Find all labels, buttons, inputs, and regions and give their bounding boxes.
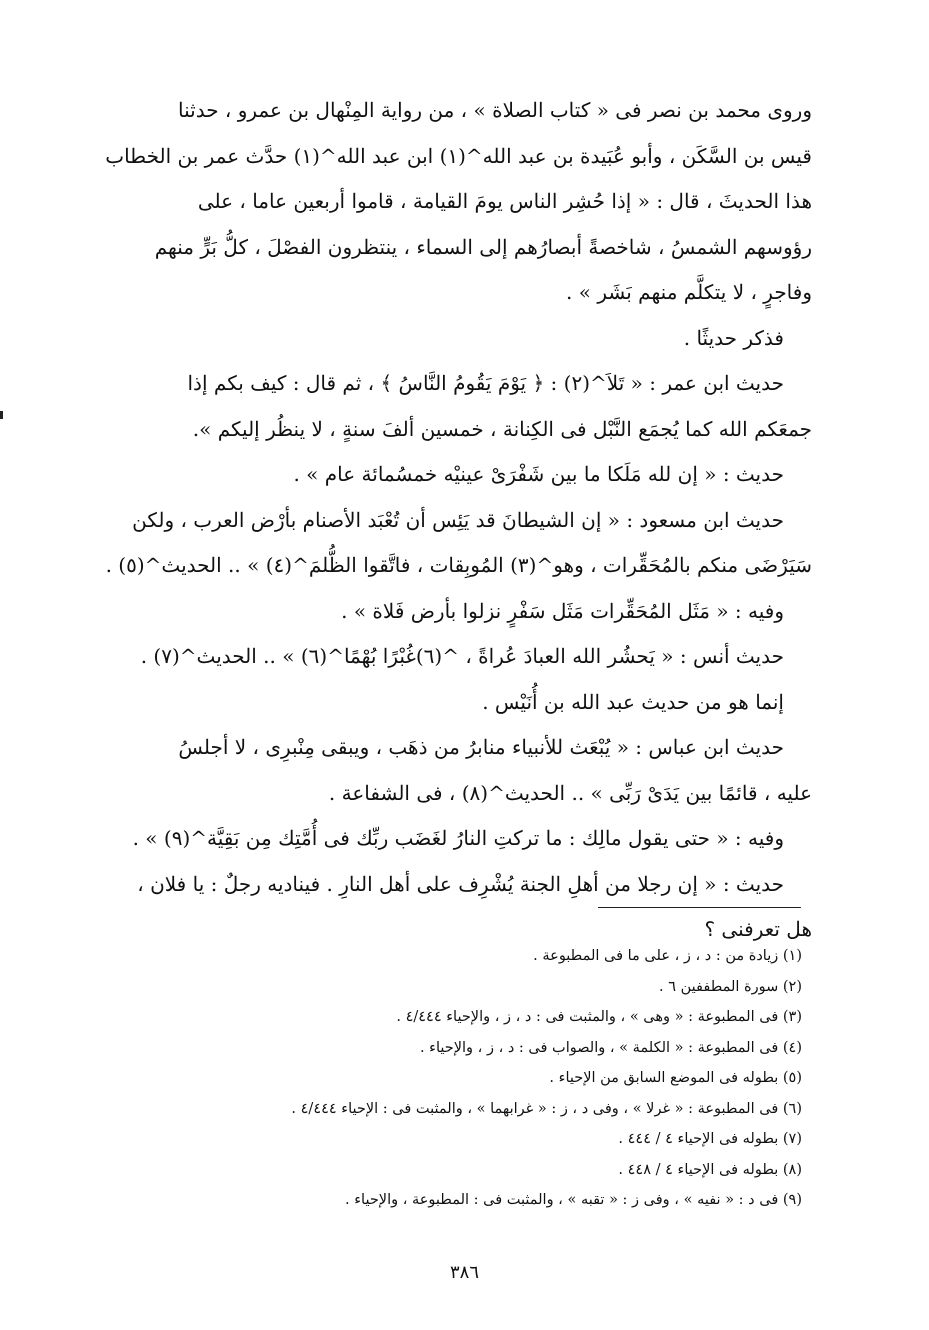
footnote-4: (٤) فى المطبوعة : « الكلمة » ، والصواب فى : د ، ز ، والإحياء . <box>419 1039 802 1056</box>
text-line-4: رؤوسهم الشمسُ ، شاخصةً أبصارُهم إلى السماء ، ينتظرون الفصْلَ ، كلُّ بَرٍّ منهم <box>154 234 812 259</box>
footnotes <box>82 941 802 1216</box>
footnote-7: (٧) بطوله فى الإحياء ٤ / ٤٤٤ . <box>618 1131 802 1147</box>
text-line-16: عليه ، قائمًا بين يَدَىْ رَبِّى » .. الحديث^(٨) ، فى الشفاعة . <box>328 780 812 805</box>
text-line-5: وفاجرٍ ، لا يتكلَّم منهم بَشَر » . <box>566 280 812 304</box>
footnote-8: (٨) بطوله فى الإحياء ٤ / ٤٤٨ . <box>618 1161 802 1178</box>
text-line-8: جمعَكم الله كما يُجمَع النَّبْل فى الكِنانة ، خمسين ألفَ سنةٍ ، لا ينظُر إليكم ». <box>192 416 812 441</box>
footnote-separator <box>598 907 801 908</box>
text-line-17: وفيه : « حتى يقول مالِك : ما تركتِ النارُ لغَضَب ربِّك فى أُمَّتِك مِن بَقِيَّة^(٩) » . <box>132 826 784 850</box>
text-line-6: فذكر حديثًا . <box>683 325 784 350</box>
footnote-3: (٣) فى المطبوعة : « وهى » ، والمثبت فى : د ، ز ، والإحياء ٤/٤٤٤ . <box>396 1009 802 1025</box>
footnote-6: (٦) فى المطبوعة : « غرلا » ، وفى د ، ز : « غرابهما » ، والمثبت فى : الإحياء ٤/٤٤٤ . <box>291 1100 802 1117</box>
footnote-5: (٥) بطوله فى الموضع السابق من الإحياء . <box>549 1070 802 1086</box>
text-line-11: سَيَرْضَى منكم بالمُحَقِّرات ، وهو^(٣) المُوبِقات ، فاتَّقوا الظُّلمَ^(٤) » .. الحديث^(٥) . <box>105 553 812 577</box>
footnote-1: (١) زيادة من : د ، ز ، على ما فى المطبوعة . <box>533 948 802 964</box>
text-line-14: إنما هو من حديث عبد الله بن أُنَيْس . <box>482 689 784 714</box>
footnote-9: (٩) فى د : « نفيه » ، وفى ز : « تقبه » ، والمثبت فى : المطبوعة ، والإحياء . <box>345 1192 802 1208</box>
footnote-2: (٢) سورة المطففين ٦ . <box>658 978 802 995</box>
text-line-1: وروى محمد بن نصر فى « كتاب الصلاة » ، من رواية المِنْهال بن عمرو ، حدثنا <box>178 98 812 122</box>
text-line-7: حديث ابن عمر : « تَلاَ^(٢) : ﴿ يَوْمَ يَقُومُ النَّاسُ ﴾ ، ثم قال : كيف بكم إذا <box>187 371 784 395</box>
margin-mark <box>0 411 3 419</box>
main-text <box>82 88 812 953</box>
text-line-12: وفيه : « مَثَل المُحَقِّرات مَثَل سَفْرٍ نزلوا بأرض فَلاة » . <box>341 598 784 623</box>
text-line-13: حديث أنس : « يَحشُر الله العبادَ عُراةً ، ^(٦)غُبْرًا بُهْمًا^(٦) » .. الحديث^(٧) . <box>140 644 784 668</box>
text-line-18: حديث : « إن رجلا من أهلِ الجنة يُشْرِف على أهل النارِ . فيناديه رجلٌ : يا فلان ، <box>137 871 784 896</box>
text-line-15: حديث ابن عباس : « يُبْعَث للأنبياء منابرُ من ذهَب ، ويبقى مِنْبرِى ، لا أجلسُ <box>178 735 784 759</box>
page-number: ٣٨٦ <box>449 1262 479 1283</box>
text-line-2: قيس بن السَّكَن ، وأبو عُبَيدة بن عبد الله^(١) ابن عبد الله^(١) حدَّث عمر بن الخطاب <box>105 143 812 168</box>
text-line-3: هذا الحديثَ ، قال : « إذا حُشِر الناس يومَ القيامة ، قاموا أربعين عاما ، على <box>197 189 812 213</box>
text-line-19: هل تعرفنى ؟ <box>704 917 812 941</box>
text-line-9: حديث : « إن لله مَلَكا ما بين شَفْرَىْ عينيْه خمسُمائة عام » . <box>293 462 784 486</box>
text-line-10: حديث ابن مسعود : « إن الشيطانَ قد يَئِس أن تُعْبَد الأصنام بأرْض العرب ، ولكن <box>132 507 784 532</box>
